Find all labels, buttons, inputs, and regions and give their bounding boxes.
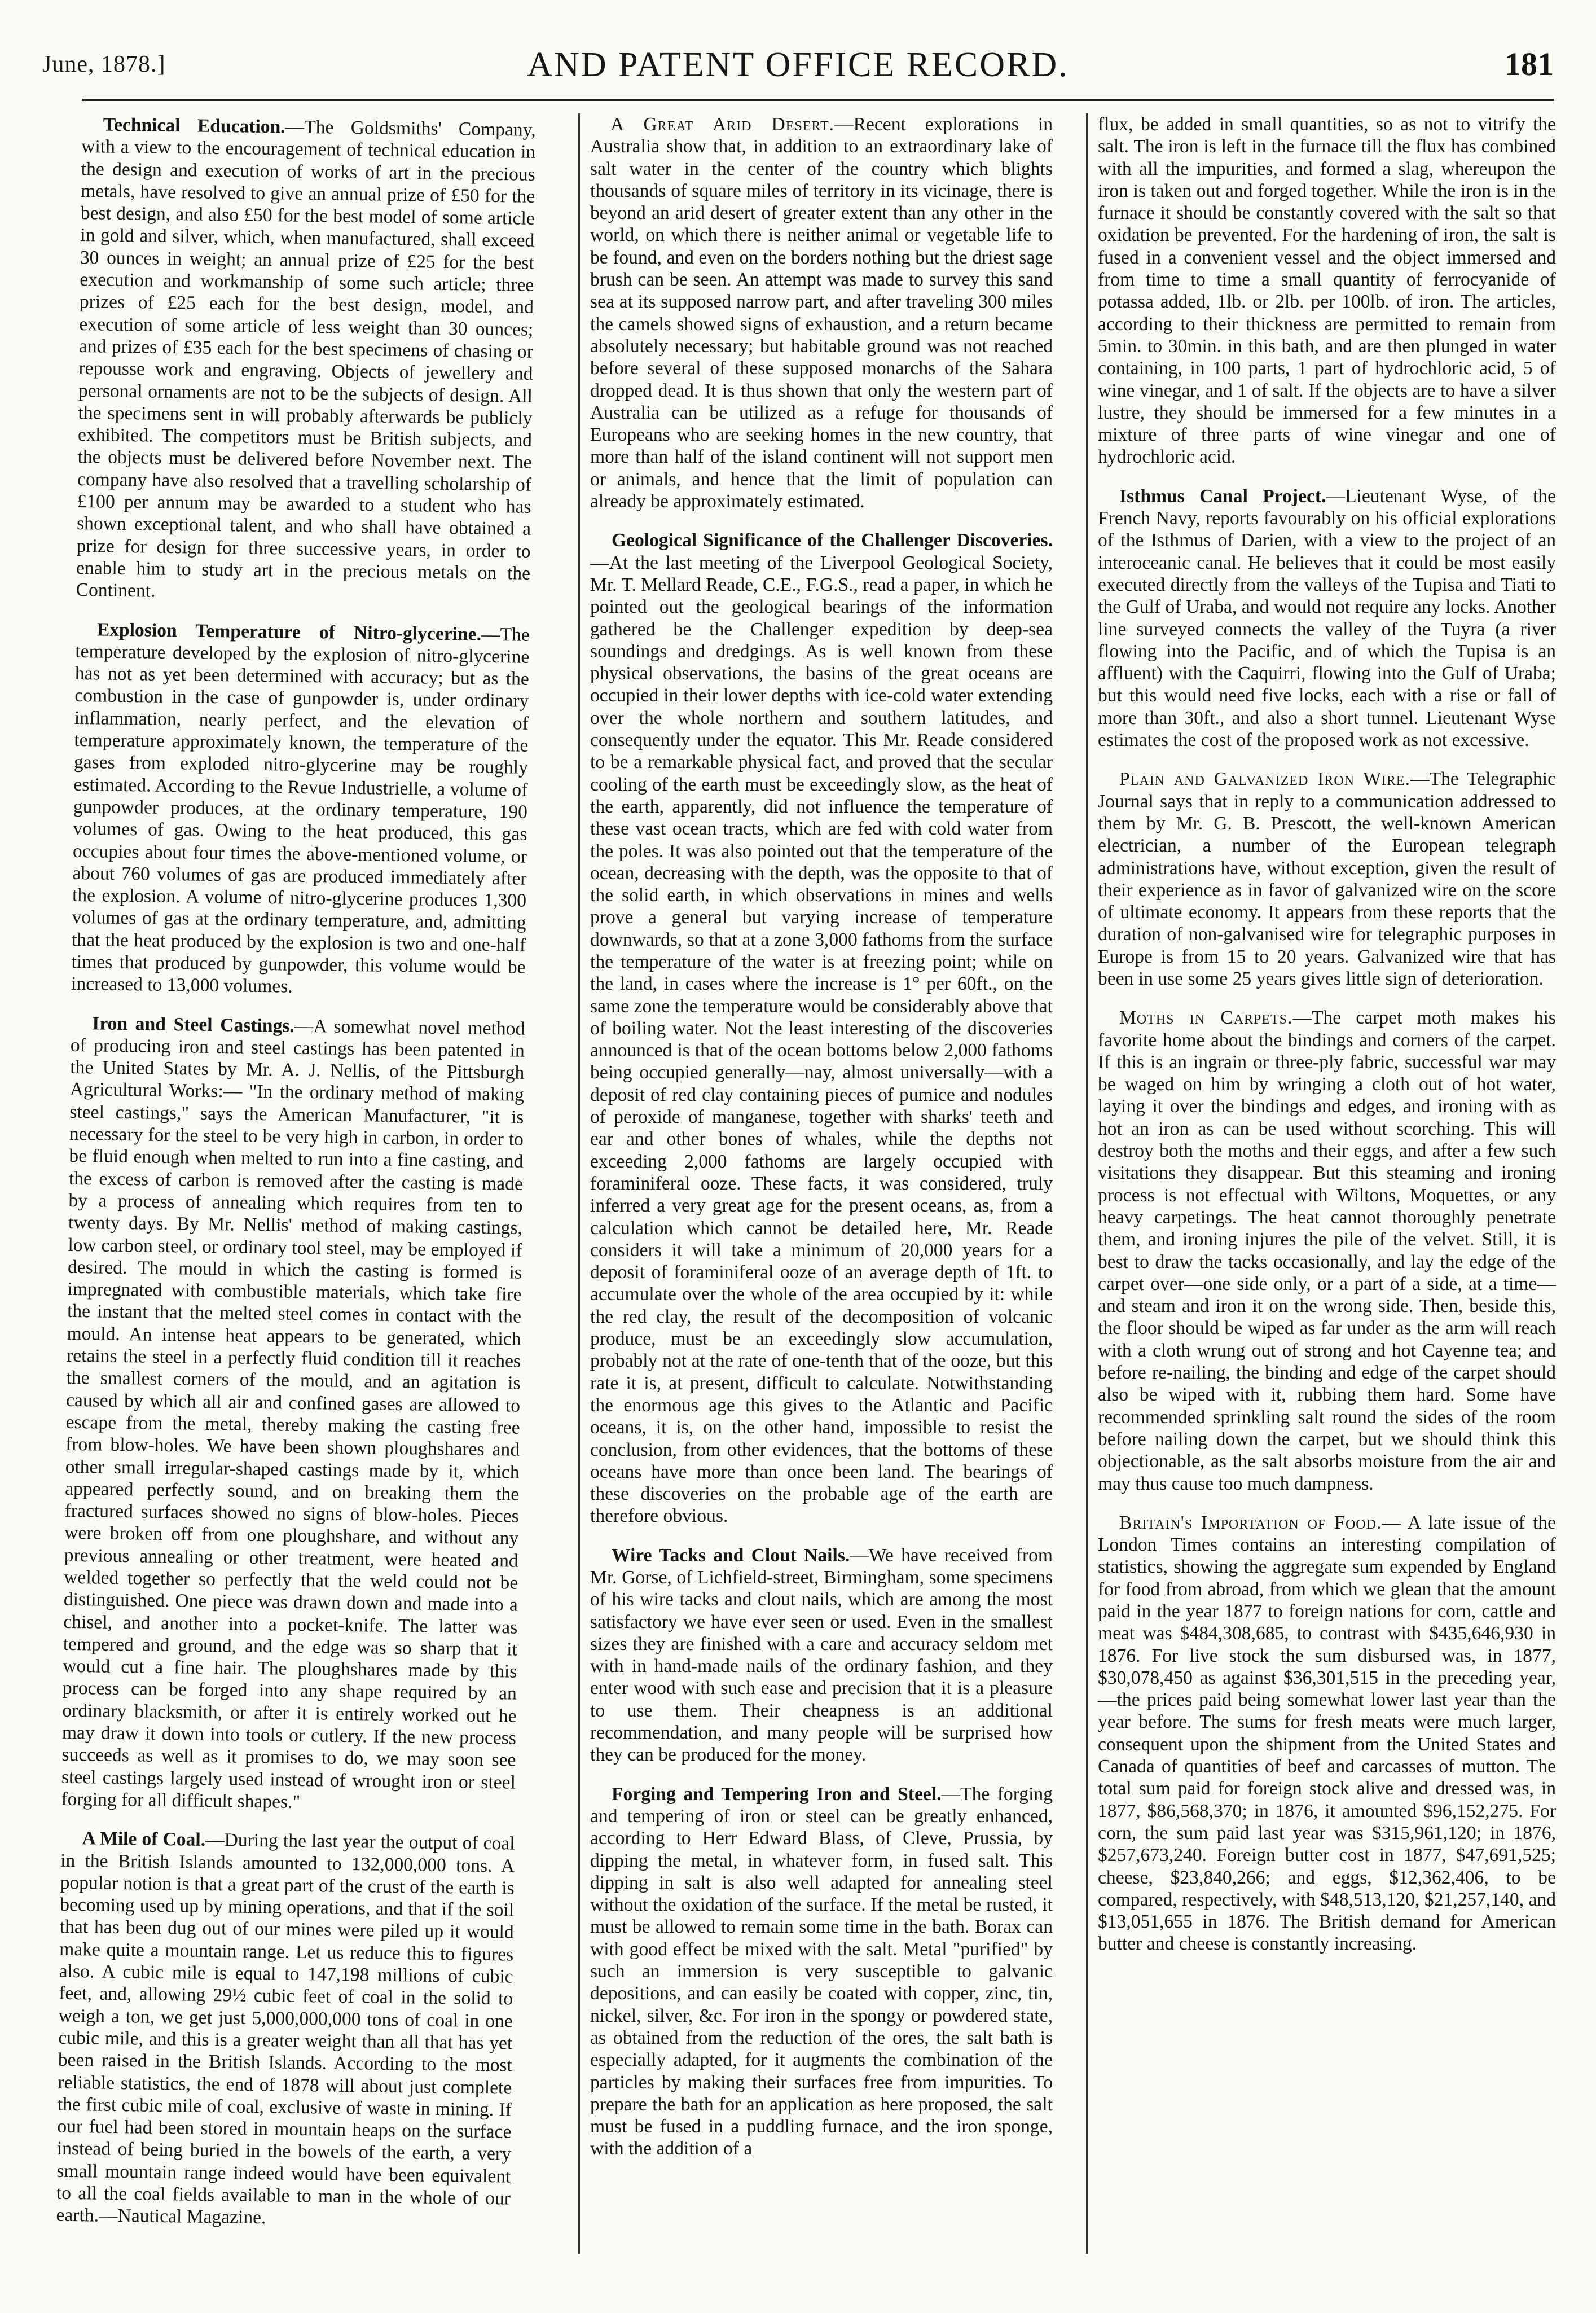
article-heading: A Great Arid Desert. [610, 114, 835, 135]
article-text: —We have received from Mr. Gorse, of Lichfield-street, Birmingham, some specimens of his wire tacks and clout nails, which are among the most satisfactory we have ever seen or used. Even in the smallest sizes they are finished with a care and accuracy seldom met with in hand-made nails of the ordinary fashion, and they enter wood with such ease and precision that it is a pleasure to use them. Their cheapness is an additional recommendation, and many people will be surprised how they can be produced for the money. [590, 1544, 1053, 1766]
article [56, 1827, 515, 2232]
article [1098, 485, 1556, 752]
article-heading: Geological Significance of the Challenger Discoveries. [612, 530, 1053, 551]
article-text: —The temperature developed by the explosion of nitro-glycerine has not as yet been determined with accuracy; but as the combustion in the case of gunpowder is, under ordinary inflammation, nearly perfect, and the elevation of temperature approximately known, the temperature of the gases from exploded nitro-glycerine may be roughly estimated. According to the Revue Industrielle, a volume of gunpowder produces, at the ordinary temperature, 190 volumes of gas. Owing to the heat produced, this gas occupies about four times the above-mentioned volume, or about 760 volumes of gas are produced immediately after the explosion. A volume of nitro-glycerine produces 1,300 volumes of gas at the ordinary temperature, and, admitting that the heat produced by the explosion is two and one-half times that produced by gunpowder, this volume would be increased to 13,000 volumes. [71, 624, 530, 997]
article-text: —Recent explorations in Australia show that, in addition to an extraordinary lake of salt water in the center of the country which blights thousands of square miles of territory in its vicinage, there is beyond an arid desert of greater extent than any other in the world, on which there is neither animal or vegetable life to be found, and even on the borders nothing but the driest sage brush can be seen. An attempt was made to survey this sand sea at its supposed narrow part, and after traveling 300 miles the camels showed signs of exhaustion, and a return became absolutely necessary; but habitable ground was not reached before several of these supposed monarchs of the Sahara dropped dead. It is thus shown that only the western part of Australia can be utilized as a refuge for thousands of Europeans who are seeking homes in the new country, that more than half of the island continent will not support men or animals, and hence that the limit of population can already be approximately estimated. [590, 114, 1053, 512]
article-heading: Technical Education. [103, 114, 285, 138]
article-text: —The Goldsmiths' Company, with a view to the encouragement of technical education in the design and execution of works of art in the precious metals, have resolved to give an annual prize of £50 for the best design, and also £50 for the best model of some article in gold and silver, which, when manufactured, shall exceed 30 ounces in weight; an annual prize of £25 for the best execution and workmanship of some such article; three prizes of £25 each for the best design, model, and execution of some article of less weight than 30 ounces; and prizes of £35 each for the best specimens of chasing or repousse work and engraving. Objects of jewellery and personal ornaments are not to be the subjects of design. All the specimens sent in will probably afterwards be publicly exhibited. The competitors must be British subjects, and the objects must be delivered before November next. The company have also resolved that a travelling scholarship of £100 per annum may be awarded to a student who has shown exceptional talent, and who shall have obtained a prize for design for three successive years, in order to enable him to study art in the precious metals on the Continent. [76, 116, 536, 602]
article-text: — A late issue of the London Times contains an interesting compilation of statistics, showing the aggregate sum expended by England for food from abroad, from which we glean that the amount paid in the year 1877 to foreign nations for corn, cattle and meat was $484,308,685, to contrast with $435,646,930 in 1876. For live stock the sum disbursed was, in 1877, $30,078,450 as against $36,301,515 in the preceding year,—the prices paid being somewhat lower last year than the year before. The sums for fresh meats were much larger, consequent upon the shipment from the United States and Canada of quantities of beef and carcasses of mutton. The total sum paid for foreign stock alive and dressed was, in 1877, $86,568,370; in 1876, it amounted $96,152,275. For corn, the sum paid last year was $315,961,120; in 1876, $257,673,240. Foreign butter cost in 1877, $47,691,525; cheese, $23,840,266; and eggs, $12,362,406, to be compared, respectively, with $48,513,120, $21,257,140, and $13,051,655 in 1876. The British demand for American butter and cheese is constantly increasing. [1098, 1512, 1556, 1955]
article-text: —At the last meeting of the Liverpool Geological Society, Mr. T. Mellard Reade, C.E., F.G.S., read a paper, in which he pointed out the geological bearings of the information gathered be the Challenger expedition by deep-sea soundings and dredgings. As is well known from these physical observations, the basins of the great oceans are occupied in their lower depths with ice-cold water extending over the whole northern and southern latitudes, and consequently under the equator. This Mr. Reade considered to be a remarkable physical fact, and proved that the secular cooling of the earth must be exceedingly slow, as the heat of the earth, apparently, did not influence the temperature of these vast ocean tracts, which are fed with cold water from the poles. It was also pointed out that the temperature of the ocean, decreasing with the depth, was the opposite to that of the solid earth, in which observations in mines and wells prove a general but varying increase of temperature downwards, so that at a zone 3,000 fathoms from the surface the temperature of the water is at freezing point; while on the land, in cases where the increase is 1° per 60ft., on the same zone the temperature would be considerably above that of boiling water. Not the least interesting of the discoveries announced is that of the ocean bottoms below 2,000 fathoms being occupied generally—nay, almost universally—with a deposit of red clay containing pieces of pumice and nodules of peroxide of manganese, together with sharks' teeth and ear and other bones of whales, while the depths not exceeding 2,000 fathoms are largely occupied with foraminiferal ooze. These facts, it was considered, truly inferred a very great age for the present oceans, as, from a calculation which cannot be detailed here, Mr. Reade considers it will take a minimum of 20,000 years for a deposit of foraminiferal ooze of an average depth of 1ft. to accumulate over the whole of the area occupied by it: while the red clay, the result of the decomposition of volcanic produce, must be an exceedingly slow accumulation, probably not at the rate of one-tenth that of the ooze, but this rate it is, at present, difficult to calculate. Notwithstanding the enormous age this gives to the Atlantic and Pacific oceans, it is, on the other hand, impossible to resist the conclusion, from other evidences, that the bottoms of these oceans have more than once been land. The bearings of these discoveries on the probable age of the earth are therefore obvious. [590, 552, 1053, 1527]
article-text: —The carpet moth makes his favorite home about the bindings and corners of the carpet. If this is an ingrain or three-ply fabric, successful war may be waged on him by wringing a cloth out of hot water, laying it over the bindings and edges, and ironing with as hot an iron as can be used without scorching. This will destroy both the moths and their eggs, and after a few such visitations they disappear. But this steaming and ironing process is not effectual with Wiltons, Moquettes, or any heavy carpetings. The heat cannot thoroughly penetrate them, and ironing injures the pile of the velvet. Still, it is best to draw the tacks occasionally, and lay the edge of the carpet over—one side only, or a part of a side, at a time—and steam and iron it on the wrong side. Then, beside this, the floor should be wiped as far under as the arm will reach with a cloth wrung out of strong and hot Cayenne tea; and before re-nailing, the binding and edge of the carpet should also be wiped with it, rubbing them hard. Some have recommended sprinkling salt round the sides of the room before nailing down the carpet, but we should think this objectionable, as the salt absorbs moisture from the air and may thus cause too much dampness. [1098, 1007, 1556, 1494]
page-header [42, 45, 1554, 102]
article-heading: A Mile of Coal. [82, 1828, 206, 1851]
article [1098, 768, 1556, 990]
article [76, 113, 536, 607]
running-title: AND PATENT OFFICE RECORD. [527, 46, 1069, 84]
article-heading: Iron and Steel Castings. [92, 1012, 295, 1037]
article [590, 1544, 1053, 1766]
article [1098, 1007, 1556, 1495]
column-middle [578, 113, 1053, 2254]
article [1098, 113, 1556, 468]
article-heading: Wire Tacks and Clout Nails. [612, 1544, 850, 1566]
article [61, 1012, 525, 1815]
article [590, 113, 1053, 512]
article-heading: Explosion Temperature of Nitro-glycerine. [96, 618, 482, 645]
article [590, 1783, 1053, 2160]
article [1098, 1512, 1556, 1955]
article-text: —Lieutenant Wyse, of the French Navy, reports favourably on his official explorations of the Isthmus of Darien, with a view to the project of an interoceanic canal. He believes that it could be most easily executed directly from the valleys of the Tupisa and Tiati to the Gulf of Uraba, and would not require any locks. Another line surveyed connects the valley of the Tuyra (a river flowing into the Pacific, and of which the Tupisa is an affluent) with the Caquirri, flowing into the Gulf of Uraba; but this would need five locks, each with a rise or fall of more than 30ft., and also a short tunnel. Lieutenant Wyse estimates the cost of the proposed work as not excessive. [1098, 485, 1556, 751]
article-heading: Moths in Carpets. [1119, 1007, 1293, 1029]
article-heading: Isthmus Canal Project. [1119, 485, 1326, 507]
column-right [1086, 113, 1556, 2254]
article-heading: Plain and Galvanized Iron Wire. [1119, 769, 1410, 790]
article [590, 529, 1053, 1527]
article-heading: Britain's Importation of Food. [1119, 1512, 1382, 1533]
article-text: flux, be added in small quantities, so as not to vitrify the salt. The iron is left in the furnace till the flux has combined with all the impurities, and formed a slag, whereupon the iron is taken out and forged together. While the iron is in the furnace it should be constantly covered with the salt so that oxidation be prevented. For the hardening of iron, the salt is fused in a convenient vessel and the object immersed and from time to time a small quantity of ferrocyanide of potassa added, 1lb. or 2lb. per 100lb. of iron. The articles, according to their thickness are permitted to remain from 5min. to 30min. in this bath, and are then plunged in water containing, in 100 parts, 1 part of hydrochloric acid, 5 of wine vinegar, and 1 of salt. If the objects are to have a silver lustre, they should be immersed for a few minutes in a mixture of three parts of wine vinegar and one of hydrochloric acid. [1098, 114, 1556, 468]
page-number: 181 [1505, 46, 1554, 82]
page-body [56, 99, 1556, 2254]
issue-date: June, 1878.] [42, 51, 166, 77]
article-heading: Forging and Tempering Iron and Steel. [612, 1783, 942, 1805]
article-text: —The forging and tempering of iron or steel can be greatly enhanced, according to Herr Edward Blass, of Cleve, Prussia, by dipping the metal, in whatever form, in fused salt. This dipping in salt is also well adapted for annealing steel without the oxidation of the surface. If the metal be rusted, it must be allowed to remain some time in the bath. Borax can with good effect be mixed with the salt. Metal "purified" by such an immersion is very susceptible to galvanic depositions, and can easily be coated with copper, zinc, tin, nickel, silver, &c. For iron in the spongy or powdered state, as obtained from the reduction of the ores, the salt bath is especially adapted, for it augments the combination of the particles by making their surfaces free from impurities. To prepare the bath for an application as here proposed, the salt must be fused in a puddling furnace, and the iron sponge, with the addition of a [590, 1783, 1053, 2160]
article-text: —During the last year the output of coal in the British Islands amounted to 132,000,000 tons. A popular notion is that a great part of the crust of the earth is becoming used up by mining operations, and that if the soil that has been dug out of our mines were piled up it would make quite a mountain range. Let us reduce this to figures also. A cubic mile is equal to 147,198 millions of cubic feet, and, allowing 29½ cubic feet of coal in the solid to weigh a ton, we get just 5,000,000,000 tons of coal in one cubic mile, and this is a greater weight than all that has yet been raised in the British Islands. According to the most reliable statistics, the end of 1878 will about just complete the first cubic mile of coal, exclusive of waste in mining. If our fuel had been stored in mountain heaps on the surface instead of being buried in the bowels of the earth, a very small mountain range indeed would have been equivalent to all the coal fields available to man in the whole of our earth.—Nautical Magazine. [56, 1829, 515, 2228]
article-text: —A somewhat novel method of producing iron and steel castings has been patented in the United States by Mr. A. J. Nellis, of the Pittsburgh Agricultural Works:— "In the ordinary method of making steel castings," says the American Manufacturer, "it is necessary for the steel to be very high in carbon, in order to be fluid enough when melted to run into a fine casting, and the excess of carbon is removed after the casting is made by a process of annealing which requires from ten to twenty days. By Mr. Nellis' method of making castings, low carbon steel, or ordinary tool steel, may be employed if desired. The mould in which the casting is formed is impregnated with combustible materials, which take fire the instant that the melted steel comes in contact with the mould. An intense heat appears to be generated, which retains the steel in a perfectly fluid condition till it reaches the smallest corners of the mould, and an agitation is caused by which all air and confined gases are allowed to escape from the metal, thereby making the casting free from blow-holes. We have been shown ploughshares and other small irregular-shaped castings made by it, which appeared perfectly sound, and on breaking them the fractured surfaces showed no signs of blow-holes. Pieces were broken off from one ploughshare, and without any previous annealing or other treatment, were heated and welded together so perfectly that the weld could not be distinguished. One piece was drawn down and made into a chisel, and another into a pocket-knife. The latter was tempered and ground, and the edge was so sharp that it would cut a fine hair. The ploughshares made by this process can be forged into any shape required by an ordinary blacksmith, or after it is entirely worked out he may draw it down into tools or cutlery. If the new process succeeds as well as it promises to do, we may soon see steel castings largely used instead of wrought iron or steel forging for all difficult shapes." [61, 1015, 525, 1812]
article-text: —The Telegraphic Journal says that in reply to a communication addressed to them by Mr. G. B. Prescott, the well-known American electrician, a number of the European telegraph administrations have, without exception, given the result of their experience as in favor of galvanized wire on the score of ultimate economy. It appears from these reports that the duration of non-galvanised wire for telegraphic purposes in Europe is from 15 to 20 years. Galvanized wire that has been in use some 25 years gives little sign of deterioration. [1098, 769, 1556, 989]
column-left [56, 113, 536, 2259]
article [71, 618, 530, 1000]
